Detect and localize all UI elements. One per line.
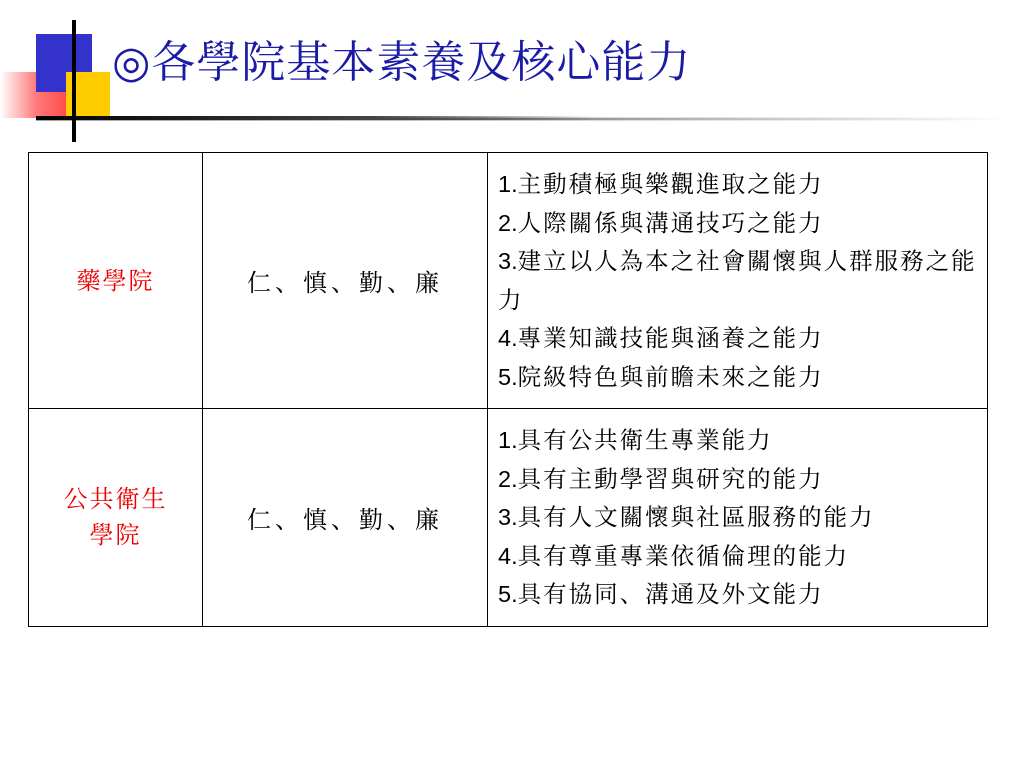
ability-item <box>498 358 977 397</box>
ability-text: 人際關係與溝通技巧之能力 <box>517 208 824 237</box>
ability-number: 4. <box>498 542 518 569</box>
ability-item <box>498 537 977 576</box>
ability-item <box>498 498 977 537</box>
ability-text: 專業知識技能與涵養之能力 <box>517 324 824 352</box>
ability-text: 具有公共衛生專業能力 <box>517 426 773 454</box>
ability-item <box>498 242 977 319</box>
virtues-cell: 仁、慎、勤、廉 <box>203 153 488 409</box>
ability-text: 具有尊重專業依循倫理的能力 <box>517 541 850 570</box>
decorative-horizontal-rule-thick <box>36 116 596 120</box>
page-title <box>112 26 691 90</box>
table-row-pharmacy <box>29 153 988 409</box>
ability-number: 1. <box>498 171 518 197</box>
title-mark-icon: ◎ <box>112 37 152 88</box>
ability-text: 建立以人為本之社會關懷與人群服務之能力 <box>498 247 977 314</box>
ability-text: 具有協同、溝通及外文能力 <box>517 580 824 608</box>
page-title-text: 各學院基本素養及核心能力 <box>151 37 692 88</box>
ability-item <box>498 575 977 614</box>
ability-number: 3. <box>498 504 518 530</box>
competency-table <box>28 152 988 627</box>
abilities-cell <box>488 153 988 409</box>
college-name-line: 學院 <box>89 521 142 550</box>
college-name-line: 藥學院 <box>76 266 155 295</box>
table-row-public-health <box>29 409 988 627</box>
ability-number: 3. <box>498 248 518 274</box>
ability-item <box>498 204 977 243</box>
ability-number: 2. <box>498 209 518 236</box>
ability-number: 5. <box>498 363 518 390</box>
ability-number: 5. <box>498 581 518 607</box>
ability-number: 1. <box>498 427 518 453</box>
ability-text: 具有人文關懷與社區服務的能力 <box>517 503 875 531</box>
decorative-vertical-rule <box>72 20 76 142</box>
ability-text: 院級特色與前瞻未來之能力 <box>517 362 824 391</box>
ability-item <box>498 165 977 204</box>
ability-item <box>498 319 977 358</box>
ability-number: 4. <box>498 325 518 351</box>
ability-number: 2. <box>498 465 518 492</box>
abilities-cell <box>488 409 988 627</box>
ability-text: 具有主動學習與研究的能力 <box>517 464 824 493</box>
ability-text: 主動積極與樂觀進取之能力 <box>517 170 824 198</box>
ability-item <box>498 421 977 460</box>
college-cell <box>29 409 203 627</box>
virtues-cell: 仁、慎、勤、廉 <box>203 409 488 627</box>
college-cell <box>29 153 203 409</box>
college-name-line: 公共衛生 <box>63 485 168 514</box>
ability-item <box>498 460 977 499</box>
